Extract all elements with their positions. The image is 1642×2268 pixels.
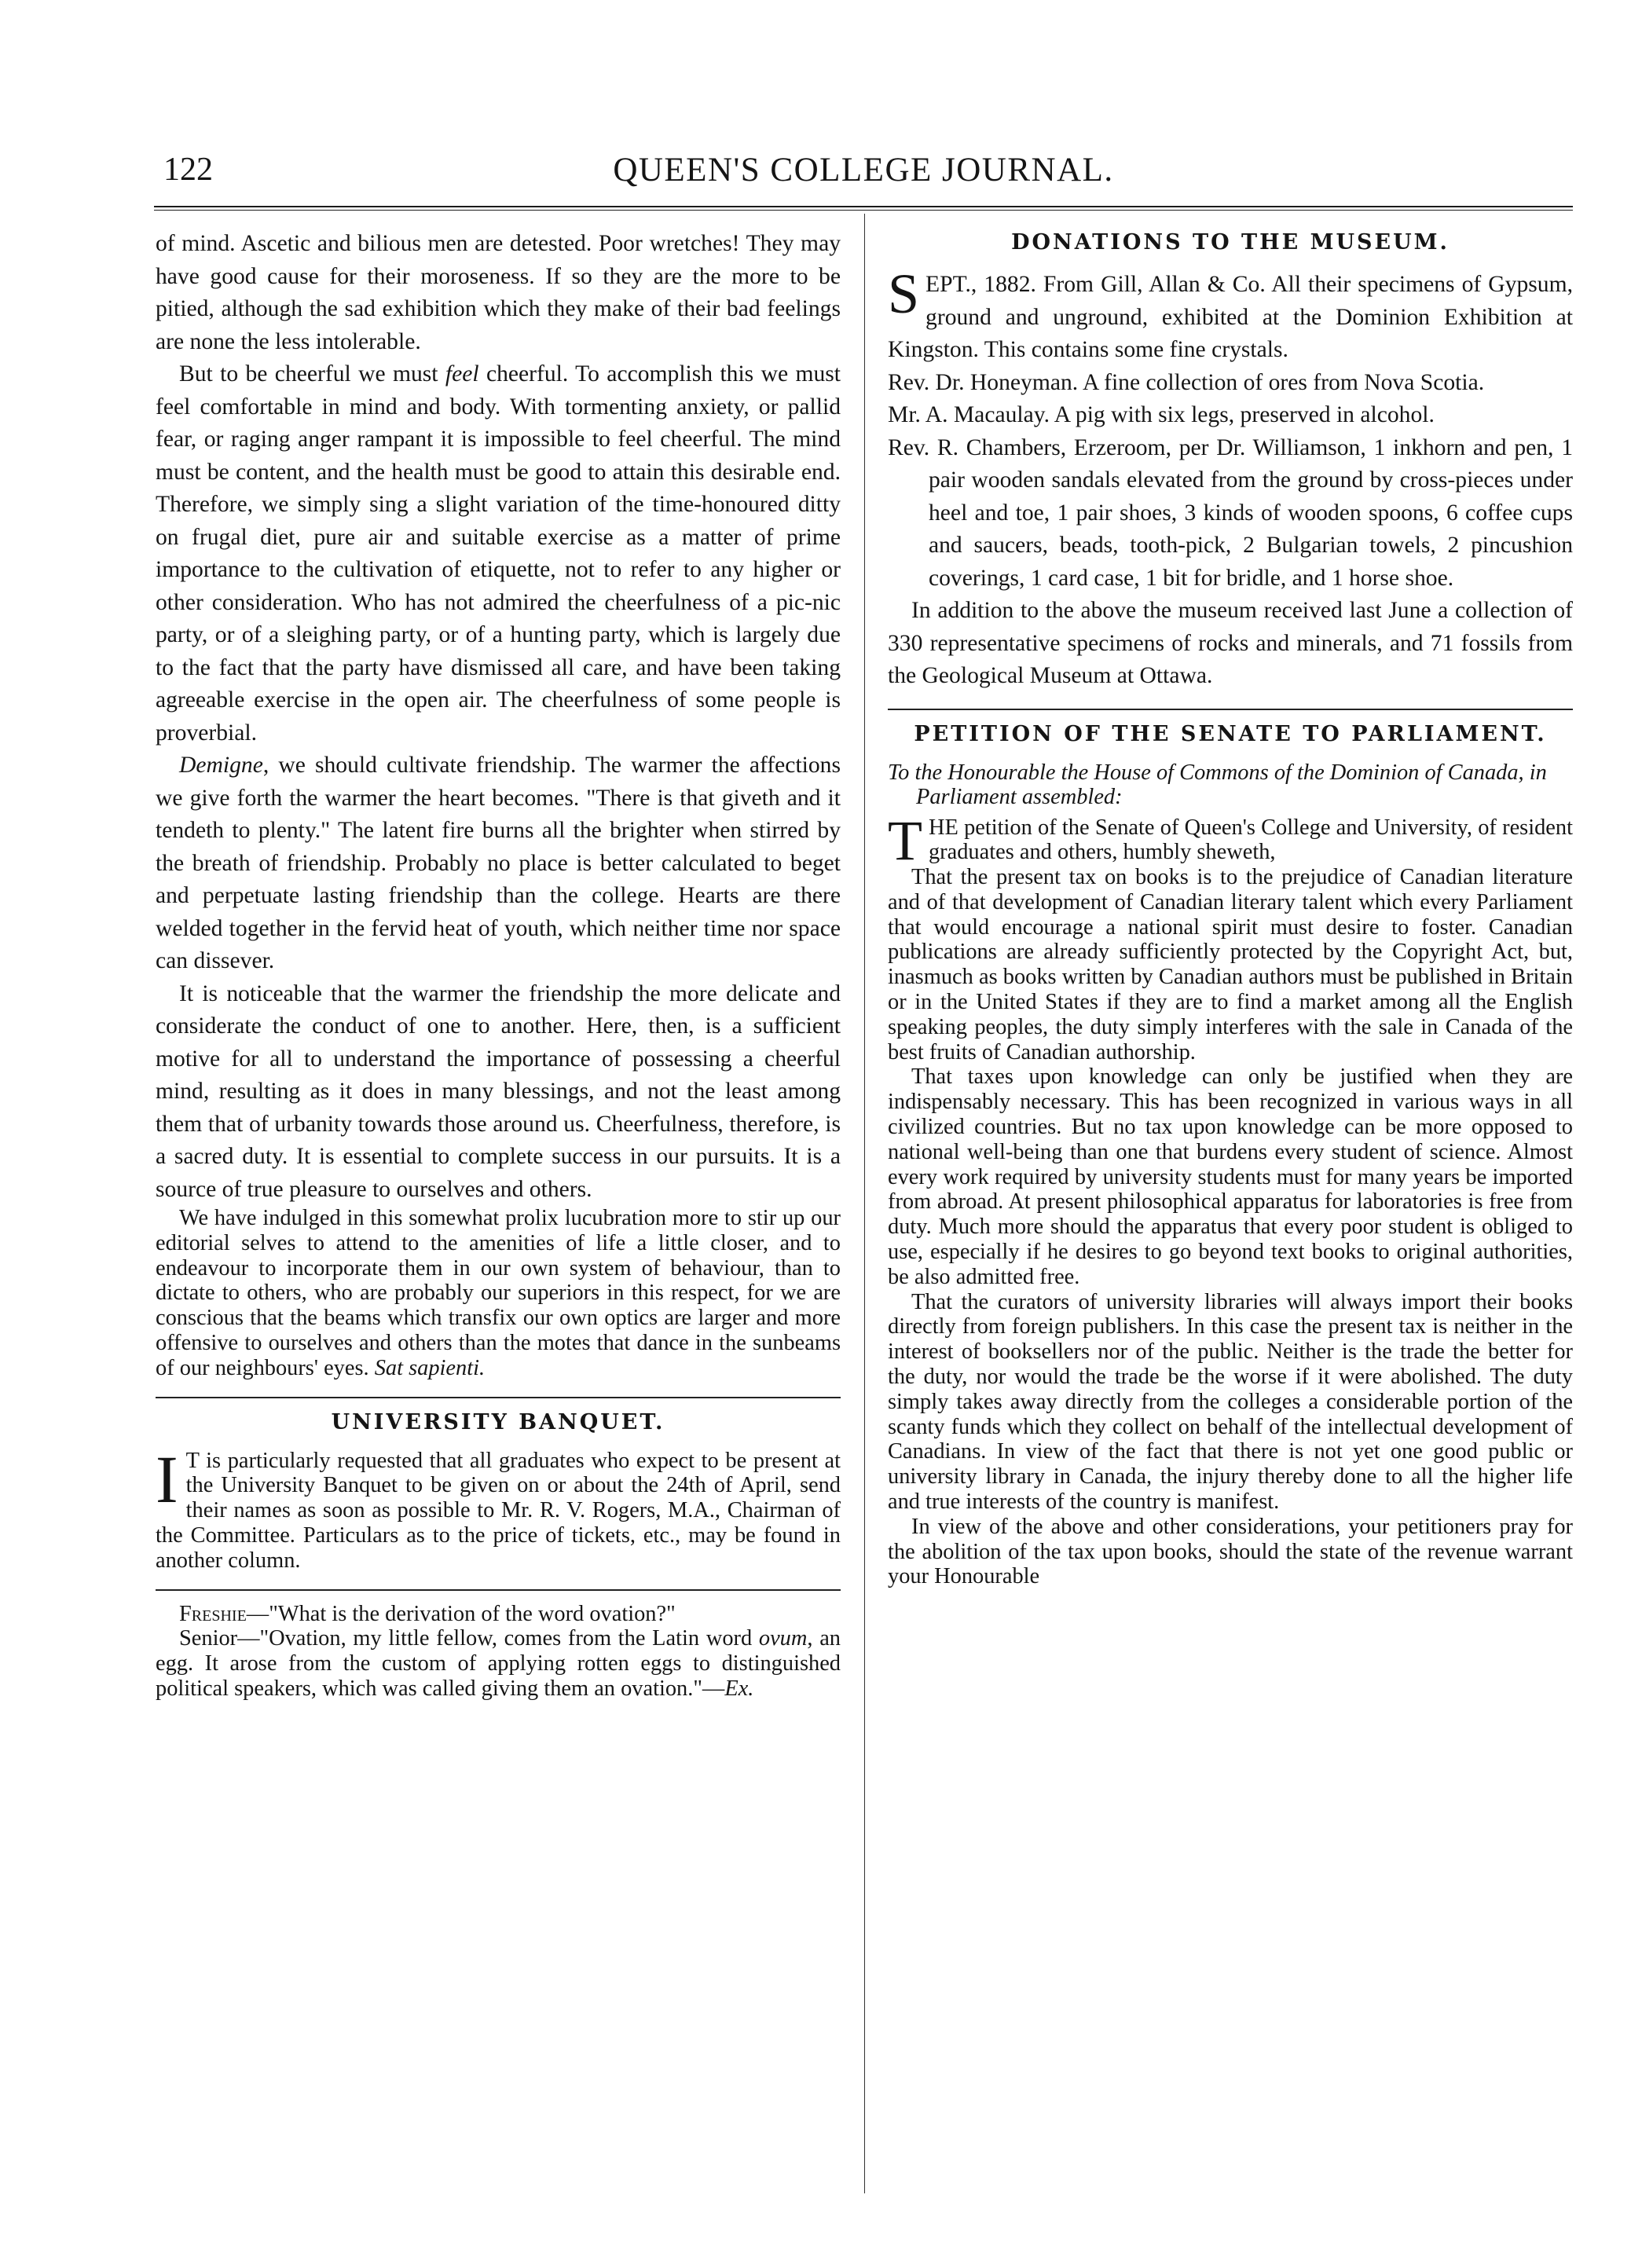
petition-drop-cap: T (888, 808, 922, 872)
donations-drop-cap: S (888, 262, 920, 325)
banquet-heading: UNIVERSITY BANQUET. (331, 1409, 665, 1434)
cheerfulness-paragraph-2: But to be cheerful we must feel cheerful. To accomplish this we must feel comfortable in mind and body. With tormenting anxiety, or pallid fear, or raging anger rampant it is impossible to feel cheerful. The mind must be content, and the health must be good to attain this desirable end. Therefore, we simply sing a slight variation of the time-honoured ditty on frugal diet, pure air and suitable exercise as a matter of prime importance to the cultivation of etiquette, not to refer to any higher or other consideration. Who has not admired the cheerfulness of a pic-nic party, or of a sleighing party, or of a hunting party, which is largely due to the fact that the party have dismissed all care, and have been taking agreeable exercise in the open air. The cheerfulness of some people is proverbial. (156, 361, 841, 746)
left-column (156, 228, 841, 1702)
donation-macaulay: Mr. A. Macaulay. A pig with six legs, preserved in alcohol. (888, 402, 1435, 427)
section-rule (156, 1589, 841, 1591)
right-column (888, 228, 1573, 1589)
donations-heading: DONATIONS TO THE MUSEUM. (1011, 230, 1450, 255)
section-rule (888, 709, 1573, 710)
banquet-paragraph: I T is particularly requested that all graduates who expect to be present at the University Banquet to be given on or about the 24th of April, send their names as soon as possible to Mr. R. V. Rogers, M.A., Chairman of the Committee. Particulars as to the price of tickets, etc., may be found in another column. (156, 1441, 841, 1573)
cheerfulness-paragraph-4: It is noticeable that the warmer the friendship the more delicate and considerate the conduct of one to another. Here, then, is a sufficient motive for all to understand the importance of possessing a cheerful mind, resulting as it does in many blessings, and not the least among them that of urbanity towards those around us. Cheerfulness, therefore, is a sacred duty. It is essential to complete success in our pursuits. It is a source of true pleasure to ourselves and others. (156, 980, 841, 1202)
journal-title: QUEEN'S COLLEGE JOURNAL. (613, 152, 1114, 189)
petition-paragraph-4: That the curators of university libraries will always import their books directly from foreign publishers. In this case the present tax is neither in the interest of booksellers nor of the public. Neither is the trade the better for the duty, nor would the trade be the worse if it were abolished. The duty simply takes away directly from the colleges a considerable portion of the scanty funds which they collect on behalf of the intellectual development of Canadians. In view of the fact that there is not yet one good public or university library in Canada, the injury thereby done to all the higher life and true interests of the country is manifest. (888, 1289, 1573, 1515)
freshie-line: Freshie—"What is the derivation of the word ovation?" (179, 1601, 676, 1626)
cheerfulness-paragraph-3: Demigne, we should cultivate friendship. The warmer the affections we give forth the warmer the heart becomes. "There is that giveth and it tendeth to plenty." The latent fire burns all the brighter when stirred by the breath of friendship. Probably no place is better calculated to beget and perpetuate lasting friendship than the college. Hearts are there welded together in the fervid heat of youth, which neither time nor space can dissever. (156, 753, 841, 973)
petition-paragraph-5: In view of the above and other considerations, your petitioners pray for the abolition of the tax upon books, should the state of the revenue warrant your Honourable (888, 1514, 1573, 1589)
header-rule (154, 206, 1573, 211)
cheerfulness-paragraph-5: We have indulged in this somewhat prolix lucubration more to stir up our editorial selves to attend to the amenities of life a little closer, and to endeavour to incorporate them in our own system of behaviour, than to dictate to others, who are probably our superiors in this respect, for we are conscious that the beams which transfix our own optics are larger and more offensive to ourselves and others than the motes that dance in the sunbeams of our neighbours' eyes. Sat sapienti. (156, 1206, 841, 1380)
senior-line: Senior—"Ovation, my little fellow, comes from the Latin word ovum, an egg. It arose from the custom of applying rotten eggs to distinguished political speakers, which was called giving them an ovation."—Ex. (156, 1626, 841, 1701)
donation-honeyman: Rev. Dr. Honeyman. A fine collection of ores from Nova Scotia. (888, 369, 1485, 395)
petition-heading: PETITION OF THE SENATE TO PARLIAMENT. (914, 721, 1547, 746)
donation-gill-allan: SEPT., 1882. From Gill, Allan & Co. All their specimens of Gypsum, ground and unground, exhibited at the Dominion Exhibition at Kingston. This contains some fine crystals. (888, 262, 1573, 362)
cheerfulness-paragraph-1: of mind. Ascetic and bilious men are detested. Poor wretches! They may have good cause for their moroseness. If so they are the more to be pitied, although the sad exhibition which they make of their bad feelings are none the less intolerable. (156, 231, 841, 354)
page-number: 122 (163, 152, 213, 188)
petition-opening: THE petition of the Senate of Queen's College and University, of resident graduates and others, humbly sheweth, (888, 808, 1573, 872)
petition-paragraph-2: That the present tax on books is to the prejudice of Canadian literature and of that development of Canadian literary talent which every Parliament that would encourage a national spirit must desire to foster. Canadian publications are already sufficiently protected by the Copyright Act, but, inasmuch as books written by Canadian authors must be published in Britain or in the United States if they are to find a market among all the English speaking peoples, the duty simply interferes with the sale in Canada of the best fruits of Canadian authorship. (888, 865, 1573, 1064)
donation-chambers: Rev. R. Chambers, Erzeroom, per Dr. Williamson, 1 inkhorn and pen, 1 pair wooden sandals elevated from the ground by cross-pieces under heel and toe, 1 pair shoes, 3 kinds of wooden spoons, 6 coffee cups and saucers, beads, tooth-pick, 2 Bulgarian towels, 2 pincushion coverings, 1 card case, 1 bit for bridle, and 1 horse shoe. (888, 434, 1573, 591)
donations-addition: In addition to the above the museum received last June a collection of 330 representative specimens of rocks and minerals, and 71 fossils from the Geological Museum at Ottawa. (888, 598, 1573, 688)
column-divider (864, 214, 865, 2193)
petition-address: To the Honourable the House of Commons of the Dominion of Canada, in Parliament assembled: (888, 760, 1547, 809)
banquet-drop-cap: I (156, 1441, 178, 1517)
running-head (154, 151, 1573, 195)
section-rule (156, 1397, 841, 1398)
petition-paragraph-3: That taxes upon knowledge can only be justified when they are indispensably necessary. This has been recognized in various ways in all civilized countries. But no tax upon knowledge can be more opposed to national well-being than one that burdens every student of science. Almost every work required by university students must for many years be imported from abroad. At present philosophical apparatus for laboratories is free from duty. Much more should the apparatus that every poor student is obliged to use, especially if he desires to go beyond text books to original authorities, be also admitted free. (888, 1064, 1573, 1289)
